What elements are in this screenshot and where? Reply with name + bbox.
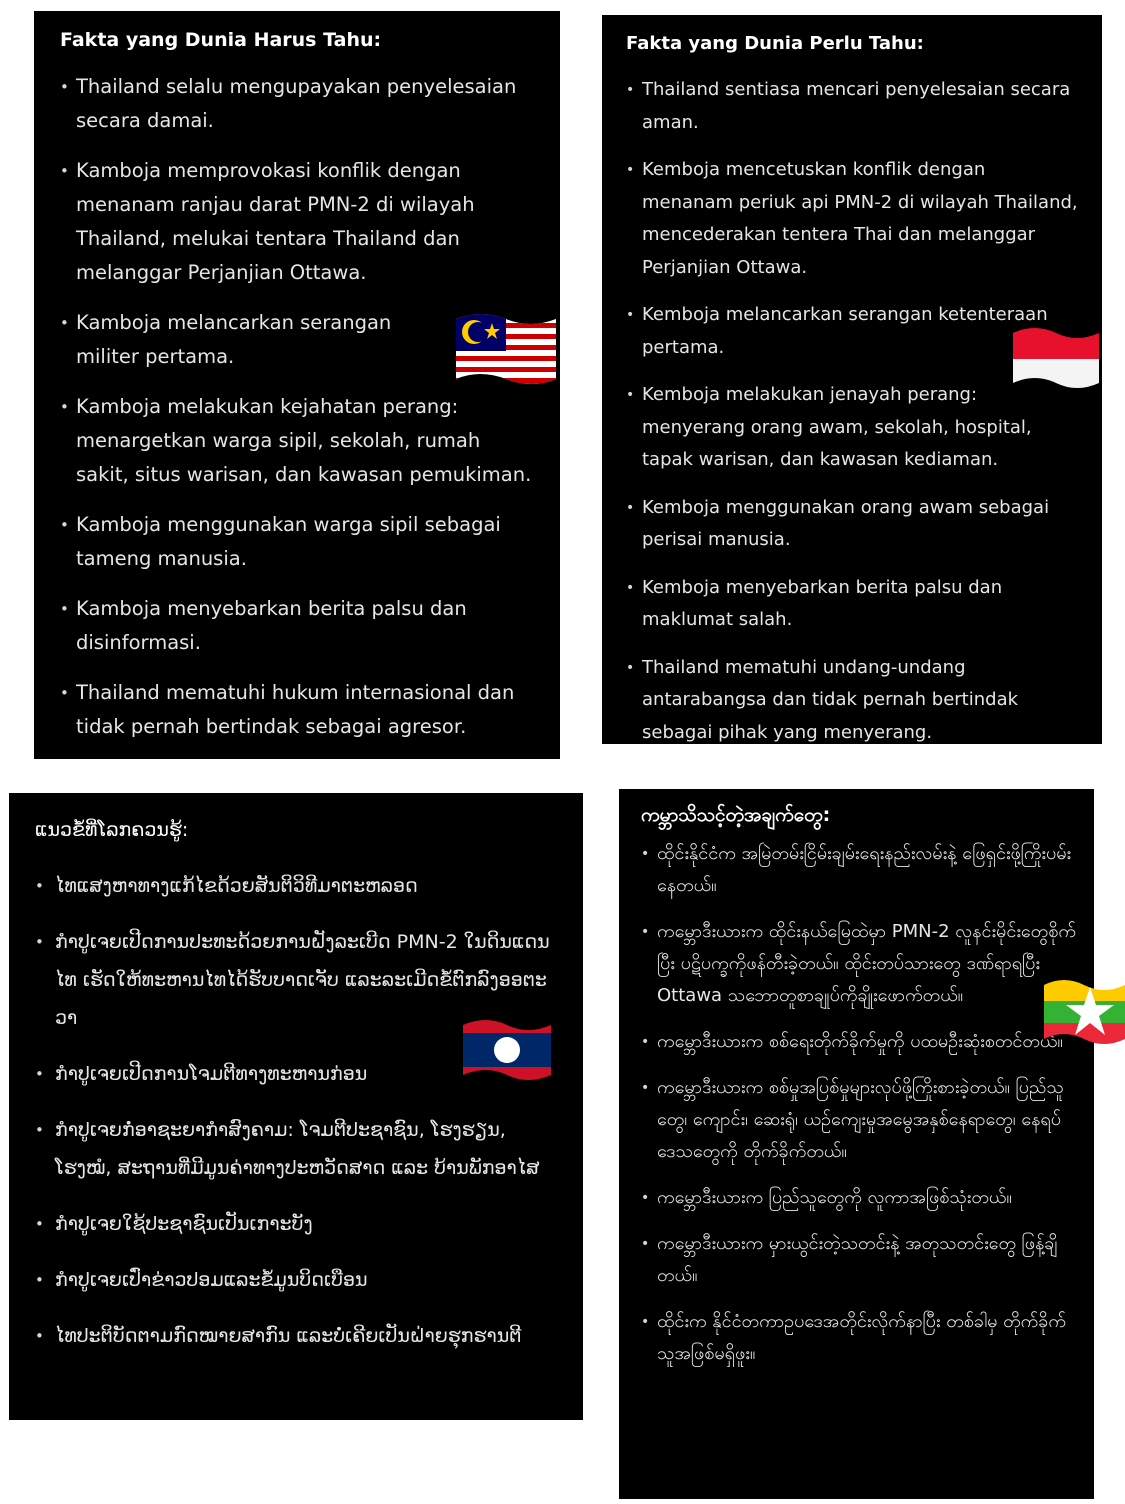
myanmar-facts-panel <box>619 789 1094 1499</box>
list-item: • Kemboja melakukan jenayah perang: menyerang orang awam, sekolah, hospital, tapak warisan, dan kawasan kediaman. <box>626 379 1080 477</box>
list-item: • ကမ္ဘောဒီးယားက ပြည်သူတွေကို လူကာအဖြစ်သုံးတယ်။ <box>641 1182 1078 1214</box>
list-item: • Kamboja menggunakan warga sipil sebagai tameng manusia. <box>60 508 536 576</box>
list-item: • ກໍາປູເຈຍເປົ່າຂ່າວປອມແລະຂໍ້ມູນບິດເບືອນ <box>35 1261 563 1299</box>
facts-list <box>60 70 536 744</box>
list-item: • Kamboja memprovokasi konflik dengan menanam ranjau darat PMN-2 di wilayah Thailand, melukai tentara Thailand dan melanggar Perjanjian Ottawa. <box>60 154 536 290</box>
list-item: • Kamboja menyebarkan berita palsu dan disinformasi. <box>60 592 536 660</box>
list-item: • Kemboja mencetuskan konflik dengan menanam periuk api PMN-2 di wilayah Thailand, mencederakan tentera Thai dan melanggar Perjanjian Ottawa. <box>626 154 1080 284</box>
list-item: • ကမ္ဘောဒီးယားက မှားယွင်းတဲ့သတင်းနဲ့ အတုသတင်းတွေ ဖြန့်ချိတယ်။ <box>641 1228 1078 1292</box>
list-item: • ກໍາປູເຈຍກໍ່ອາຊະຍາກໍາສົງຄາມ: ໂຈມຕີປະຊາຊົນ, ໂຮງຮຽນ, ໂຮງໝໍ, ສະຖານທີ່ມີມູນຄ່າທາງປະຫວັດສາດ ແລະ ບ້ານພັກອາໄສ <box>35 1111 563 1187</box>
panel-title: Fakta yang Dunia Perlu Tahu: <box>626 33 924 54</box>
indonesia-flag-icon <box>1011 325 1101 391</box>
list-item: • ກໍາປູເຈຍເປີດການປະທະດ້ວຍການຝັງລະເບີດ PMN-2 ໃນດິນແດນໄທ ເຮັດໃຫ້ທະຫານໄທໄດ້ຮັບບາດເຈັບ ແລະລະເມີດຂໍ້ຕົກລົງອອຕະວາ <box>35 923 563 1037</box>
panel-title: ကမ္ဘာသိသင့်တဲ့အချက်တွေ: <box>641 804 831 826</box>
list-item: • Kemboja menggunakan orang awam sebagai perisai manusia. <box>626 492 1080 557</box>
list-item: • Kemboja menyebarkan berita palsu dan maklumat salah. <box>626 572 1080 637</box>
list-item: • ໄທແສງຫາທາງແກ້ໄຂດ້ວຍສັນຕິວິທີມາຕະຫລອດ <box>35 867 563 905</box>
facts-list <box>35 867 563 1355</box>
list-item: • Kamboja melakukan kejahatan perang: menargetkan warga sipil, sekolah, rumah sakit, situs warisan, dan kawasan pemukiman. <box>60 390 536 492</box>
laos-facts-panel <box>9 793 583 1420</box>
list-item: • Kamboja melancarkan serangan militer pertama. <box>60 306 536 374</box>
list-item: • ထိုင်းက နိုင်ငံတကာဥပဒေအတိုင်းလိုက်နာပြီး တစ်ခါမှ တိုက်ခိုက်သူအဖြစ်မရှိဖူး။ <box>641 1306 1078 1370</box>
list-item: • ກໍາປູເຈຍເປີດການໂຈມຕີທາງທະຫານກ່ອນ <box>35 1055 563 1093</box>
facts-list <box>641 838 1078 1370</box>
list-item: • ကမ္ဘောဒီးယားက စစ်ရေးတိုက်ခိုက်မှုကို ပထမဦးဆုံးစတင်တယ်။ <box>641 1026 1078 1058</box>
list-item: • Thailand mematuhi hukum internasional dan tidak pernah bertindak sebagai agresor. <box>60 676 536 744</box>
myanmar-flag-icon <box>1042 977 1125 1047</box>
laos-flag-icon <box>461 1017 553 1083</box>
malaysia-flag-icon <box>454 311 558 387</box>
list-item: • ကမ္ဘောဒီးယားက စစ်မှုအပြစ်မှုများလုပ်ဖို့ကြိုးစားခဲ့တယ်။ ပြည်သူတွေ၊ ကျောင်း၊ ဆေးရုံ၊ ယဉ်ကျေးမှုအမွေအနှစ်နေရာတွေ၊ နေရပ်ဒေသတွေကို တိုက်ခိုက်တယ်။ <box>641 1072 1078 1168</box>
list-item: • ထိုင်းနိုင်ငံက အမြဲတမ်းငြိမ်းချမ်းရေးနည်းလမ်းနဲ့ ဖြေရှင်းဖို့ကြိုးပမ်းနေတယ်။ <box>641 838 1078 902</box>
panel-title: ແນວຂໍ້ທີ່ໂລກຄວນຮູ້: <box>35 819 189 841</box>
list-item: • ကမ္ဘောဒီးယားက ထိုင်းနယ်မြေထဲမှာ PMN-2 လူနင်းမိုင်းတွေစိုက်ပြီး ပဋိပက္ခကိုဖန်တီးခဲ့တယ်။ ထိုင်းတပ်သားတွေ ဒဏ်ရာရပြီး Ottawa သဘောတူစာချုပ်ကိုချိုးဖောက်တယ်။ <box>641 916 1078 1012</box>
facts-list <box>626 74 1080 744</box>
list-item: • ໄທປະຕິບັດຕາມກົດໝາຍສາກົນ ແລະບໍ່ເຄີຍເປັນຝ່າຍຮຸກຮານຕີ <box>35 1317 563 1355</box>
list-item: • Kemboja melancarkan serangan ketenteraan pertama. <box>626 299 1080 364</box>
list-item: • ກໍາປູເຈຍໃຊ້ປະຊາຊົນເປັນເກາະບັງ <box>35 1205 563 1243</box>
list-item: • Thailand mematuhi undang-undang antarabangsa dan tidak pernah bertindak sebagai pihak yang menyerang. <box>626 652 1080 745</box>
list-item: • Thailand sentiasa mencari penyelesaian secara aman. <box>626 74 1080 139</box>
list-item: • Thailand selalu mengupayakan penyelesaian secara damai. <box>60 70 536 138</box>
panel-title: Fakta yang Dunia Harus Tahu: <box>60 29 382 51</box>
